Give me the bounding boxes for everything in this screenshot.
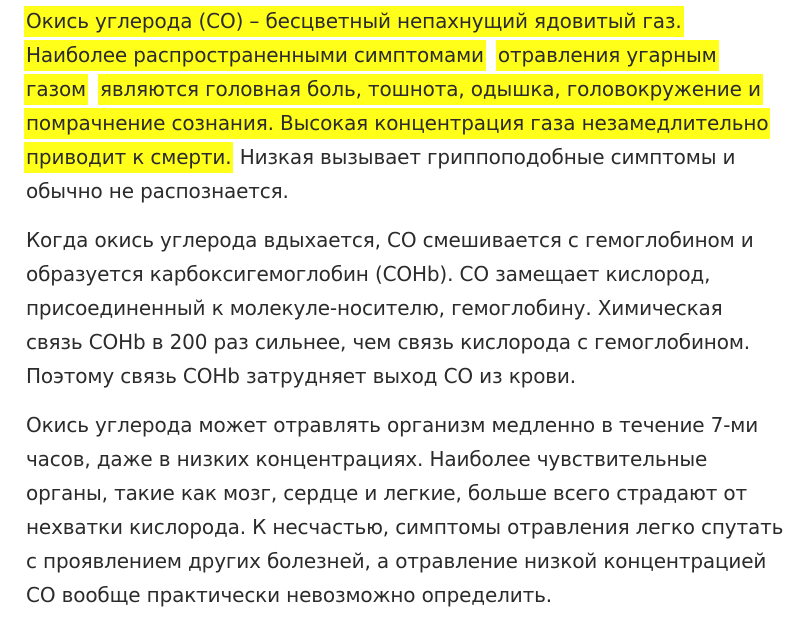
text-line: [26, 174, 776, 208]
text-line: Когда окись углерода вдыхается, СО смешивается с гемоглобином и: [26, 228, 754, 252]
text-line: Окись углерода может отравлять организм медленно в течение 7-ми: [26, 413, 759, 437]
paragraph-3: [26, 408, 784, 612]
text-line: с проявлением других болезней, а отравление низкой концентрацией: [26, 549, 767, 573]
highlighted-text: являются головная боль, тошнота, одышка, головокружение и: [98, 74, 763, 105]
text-line: [26, 140, 776, 174]
highlighted-text: помрачнение сознания. Высокая концентрация газа незамедлительно: [24, 108, 770, 139]
text-line: [26, 38, 776, 72]
highlighted-text: газом: [24, 74, 88, 105]
text-line: [26, 4, 776, 38]
highlighted-text: Наиболее распространенными симптомами: [24, 40, 486, 71]
paragraph-1: [26, 4, 776, 208]
text-line: органы, такие как мозг, сердце и легкие, больше всего страдают от: [26, 481, 747, 505]
text-line: [26, 106, 776, 140]
text-line: присоединенный к молекуле-носителю, гемоглобину. Химическая: [26, 296, 723, 320]
text-line: СО вообще практически невозможно определить.: [26, 583, 552, 607]
text-line: часов, даже в низких концентрациях. Наиболее чувствительные: [26, 447, 708, 471]
highlighted-text: отравления угарным: [496, 40, 719, 71]
text-line: образуется карбоксигемоглобин (COHb). СО замещает кислород,: [26, 262, 711, 286]
plain-text: Низкая вызывает гриппоподобные симптомы и: [239, 145, 736, 169]
plain-text: обычно не распознается.: [26, 179, 289, 203]
text-line: Поэтому связь COHb затрудняет выход CO из крови.: [26, 364, 576, 388]
text-line: [26, 72, 776, 106]
text-line: связь COHb в 200 раз сильнее, чем связь кислорода с гемоглобином.: [26, 330, 750, 354]
paragraph-2: [26, 223, 776, 393]
text-line: нехватки кислорода. К несчастью, симптомы отравления легко спутать: [26, 515, 784, 539]
highlighted-text: Окись углерода (СО) – бесцветный непахнущий ядовитый газ.: [24, 6, 684, 37]
highlighted-text: приводит к смерти.: [24, 142, 233, 173]
article-body: [26, 4, 784, 627]
